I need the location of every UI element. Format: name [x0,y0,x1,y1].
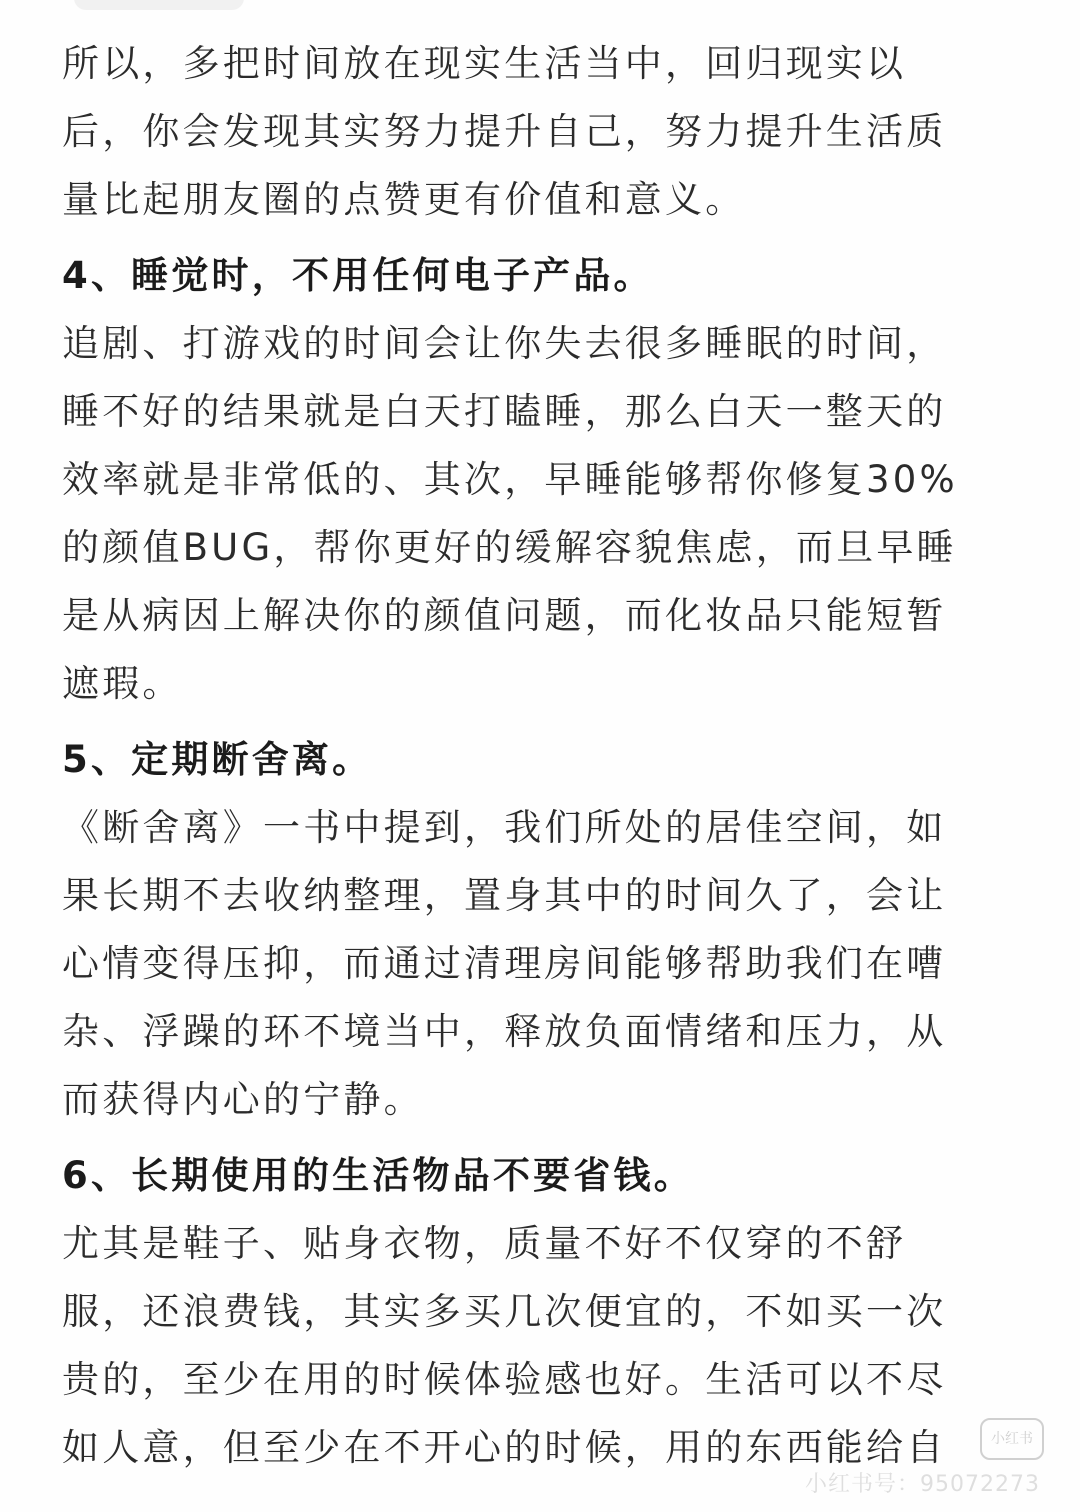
text-line: 的颜值BUG，帮你更好的缓解容貌焦虑，而旦早睡 [62,526,957,569]
text-line: 量比起朋友圈的点赞更有价值和意义。 [62,178,746,221]
watermark-text: 小红书号：95072273 [805,1472,1040,1497]
section-heading: 5、定期断舍离。 [62,738,373,781]
text-line: 果长期不去收纳整理，置身其中的时间久了，会让 [62,874,947,917]
text-line: 贵的，至少在用的时候体验感也好。生活可以不尽 [62,1358,947,1401]
text-line: 服，还浪费钱，其实多买几次便宜的，不如买一次 [62,1290,947,1333]
intro-paragraph [62,30,1022,234]
text-line: 如人意，但至少在不开心的时候，用的东西能给自 [62,1426,947,1469]
section-heading: 4、睡觉时，不用任何电子产品。 [62,254,654,297]
section-5 [62,726,1022,1134]
watermark-logo: 小红书 [980,1418,1044,1460]
text-line: 杂、浮躁的环不境当中，释放负面情绪和压力，从 [62,1010,947,1053]
text-line: 追剧、打游戏的时间会让你失去很多睡眠的时间， [62,322,947,365]
text-line: 睡不好的结果就是白天打瞌睡，那么白天一整天的 [62,390,947,433]
top-tab-fragment [74,0,244,10]
text-line: 效率就是非常低的、其次，早睡能够帮你修复30% [62,458,958,501]
section-6 [62,1142,1022,1482]
section-4 [62,242,1022,718]
text-line: 尤其是鞋子、贴身衣物，质量不好不仅穿的不舒 [62,1222,907,1265]
watermark [805,1467,1040,1498]
text-line: 遮瑕。 [62,662,183,705]
text-line: 而获得内心的宁静。 [62,1078,424,1121]
text-line: 心情变得压抑，而通过清理房间能够帮助我们在嘈 [62,942,947,985]
text-line: 所以，多把时间放在现实生活当中，回归现实以 [62,42,907,85]
section-heading: 6、长期使用的生活物品不要省钱。 [62,1154,694,1197]
text-line: 《断舍离》一书中提到，我们所处的居佳空间，如 [62,806,947,849]
text-line: 是从病因上解决你的颜值问题，而化妆品只能短暂 [62,594,947,637]
article-body [62,30,1022,1482]
text-line: 后，你会发现其实努力提升自己，努力提升生活质 [62,110,947,153]
